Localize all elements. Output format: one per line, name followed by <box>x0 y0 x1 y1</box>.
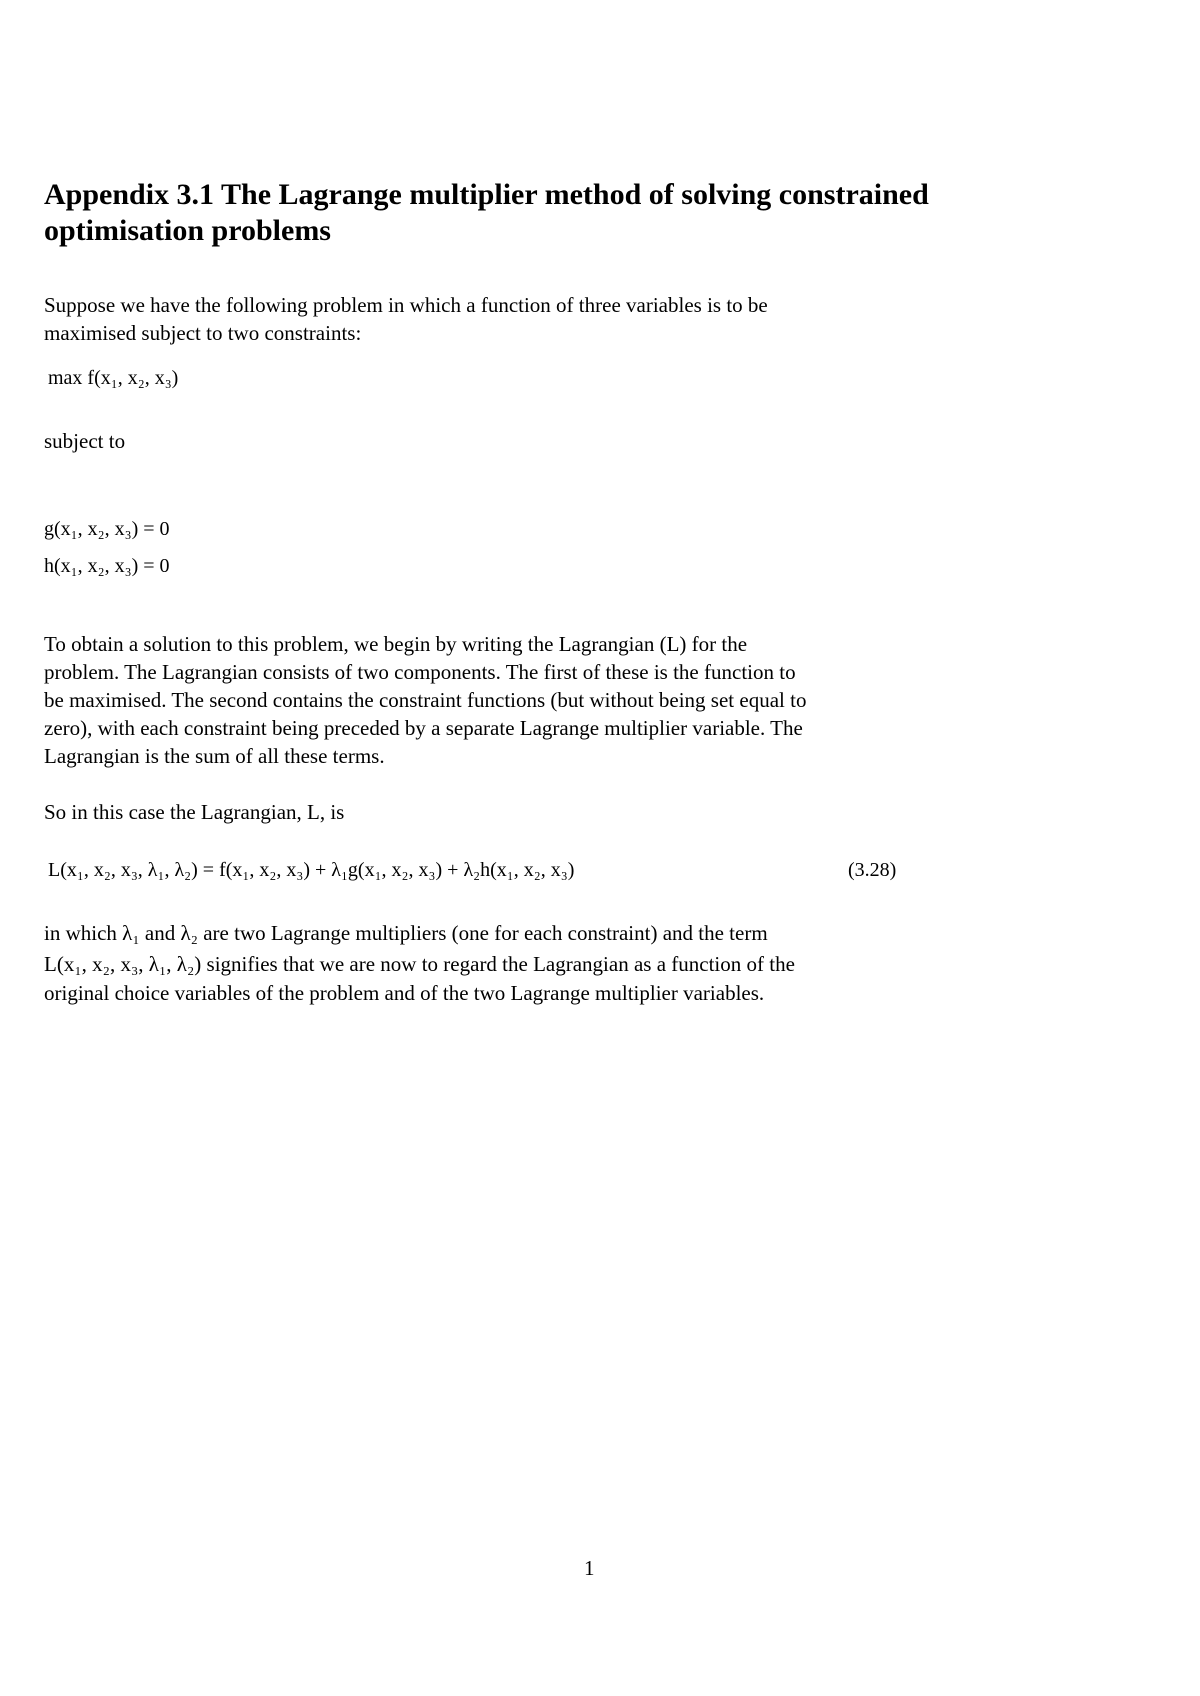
paragraph-line: To obtain a solution to this problem, we begin by writing the Lagrangian (L) for the <box>44 632 748 656</box>
closing-line: in which λ₁ and λ₂ are two Lagrange multipliers (one for each constraint) and the term <box>44 921 768 945</box>
lagrangian-equation: L(x₁, x₂, x₃, λ₁, λ₂) = f(x₁, x₂, x₃) + λ₁g(x₁, x₂, x₃) + λ₂h(x₁, x₂, x₃) <box>48 859 575 881</box>
objective-function: max f(x₁, x₂, x₃) <box>48 367 179 389</box>
constraint-g: g(x₁, x₂, x₃) = 0 <box>44 518 170 540</box>
heading-line-1: Appendix 3.1 The Lagrange multiplier method of solving constrained <box>44 178 929 211</box>
paragraph-line: problem. The Lagrangian consists of two components. The first of these is the function to <box>44 660 796 684</box>
paragraph-line: zero), with each constraint being preceded by a separate Lagrange multiplier variable. The <box>44 716 803 740</box>
closing-line: L(x₁, x₂, x₃, λ₁, λ₂) signifies that we are now to regard the Lagrangian as a function of the <box>44 952 795 976</box>
heading-line-2: optimisation problems <box>44 214 331 247</box>
subject-to-label: subject to <box>44 429 126 453</box>
paragraph-line: Lagrangian is the sum of all these terms. <box>44 744 385 768</box>
paragraph-line: be maximised. The second contains the constraint functions (but without being set equal to <box>44 688 807 712</box>
closing-line: original choice variables of the problem and of the two Lagrange multiplier variables. <box>44 981 765 1005</box>
page-number: 1 <box>584 1556 595 1580</box>
constraint-h: h(x₁, x₂, x₃) = 0 <box>44 555 170 577</box>
intro-line: maximised subject to two constraints: <box>44 321 362 345</box>
equation-number: (3.28) <box>848 859 897 881</box>
so-line: So in this case the Lagrangian, L, is <box>44 800 345 824</box>
intro-line: Suppose we have the following problem in which a function of three variables is to be <box>44 293 768 317</box>
